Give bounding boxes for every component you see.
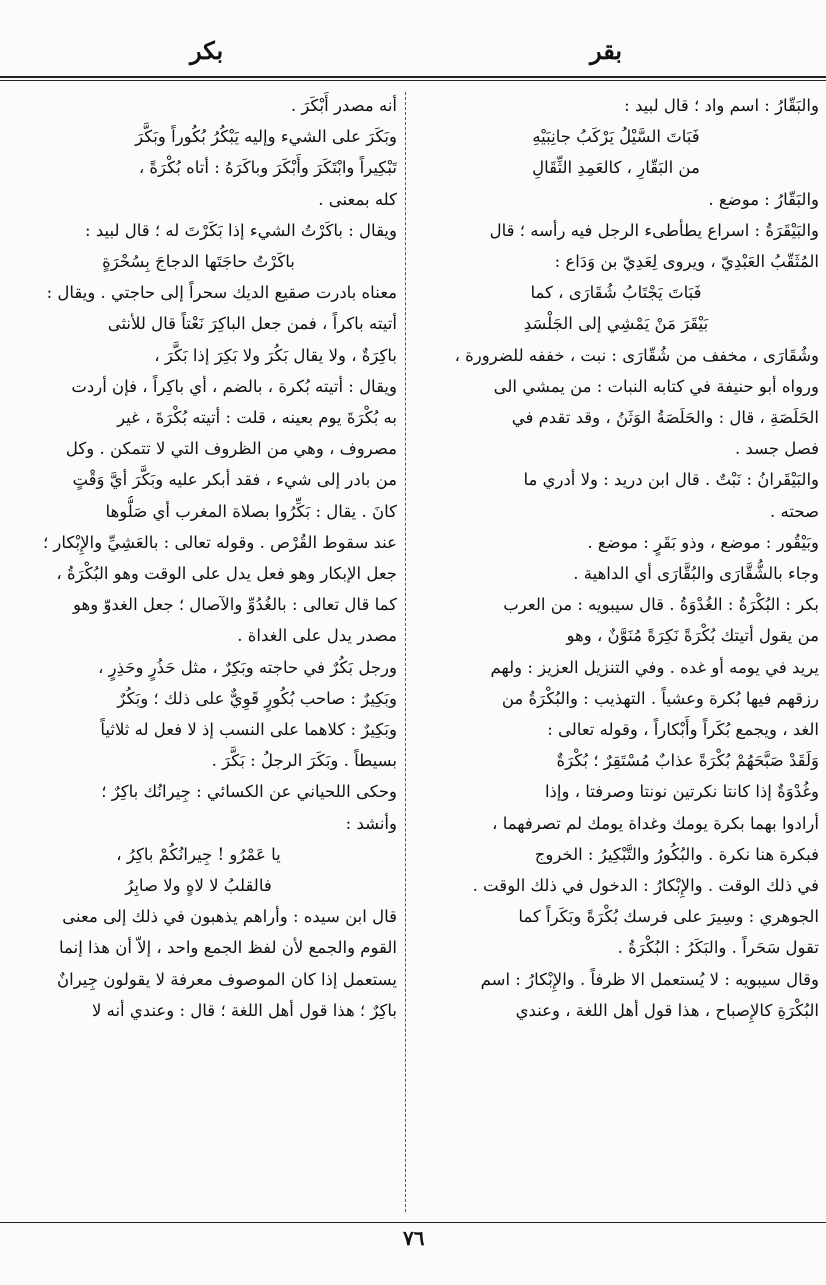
text-line: رزقهم فيها بُكرة وعشياً . التهذيب : والبُكْرَةُ من (501, 688, 819, 708)
text-line: باكِرَةٌ ، ولا يقال بَكُرَ ولا بَكِرَ إذا بَكَّرَ ، (154, 345, 397, 365)
text-line: كانَ . يقال : بَكِّرُوا بصلاة المغرب أي صَلُّوها (105, 501, 397, 521)
page-number: ٧٦ (403, 1226, 425, 1250)
header-rule-thin (0, 80, 826, 81)
text-line: البُكْرَةِ كالإِصباح ، هذا قول أهل اللغة ، وعندي (515, 1000, 819, 1020)
text-line: في ذلك الوقت . والإِبْكارُ : الدخول في ذلك الوقت . (472, 876, 819, 896)
text-line: قال ابن سيده : وأراهم يذهبون في ذلك إلى معنى (62, 907, 397, 927)
page-header-right-word: بقر (590, 36, 623, 65)
text-line: تَبْكِيراً وابْتَكَرَ وأَبْكَرَ وباكَرَهُ : أتاه بُكْرَةً ، (138, 158, 397, 178)
text-line: كله بمعنى . (318, 189, 397, 209)
text-line: والبَيْقَرانُ : نَبْتٌ . قال ابن دريد : ولا أدري ما (523, 470, 819, 490)
text-line: صحته . (770, 501, 819, 521)
verse-line: فَبَاتَ يَجْتَابُ شُقَارَى ، كما (530, 283, 702, 303)
text-line: وأنشد : (345, 813, 397, 833)
text-line: وحكى اللحياني عن الكسائي : جِيرانُك باكِرٌ ؛ (101, 782, 397, 802)
verse-line: فالقلبُ لا لاهٍ ولا صابِرُ (125, 876, 272, 896)
text-line: وشُقَارَى ، مخفف من شُقّارَى : نبت ، خففه للضرورة ، (454, 345, 819, 365)
text-line: من يقول أتيتك بُكْرَةً نَكِرَةً مُنَوَّنٌ ، وهو (566, 626, 819, 646)
page-header-left-word: بكر (190, 36, 224, 65)
verse-line: يا عَمْرُو ! جِيرانُكُمْ باكِرُ ، (116, 844, 281, 864)
header-rule (0, 76, 826, 78)
verse-line: فَبَاتَ السَّيْلُ يَرْكَبُ جانِبَيْهِ (532, 127, 700, 147)
text-line: فصل جسد . (734, 439, 819, 459)
text-line: وبَيْقُور : موضع ، وذو بَقَرٍ : موضع . (587, 532, 819, 552)
text-line: أتيته باكراً ، فمن جعل الباكِرَ نَعْتاً قال للأنثى (107, 314, 397, 334)
text-line: مصروف ، وهي من الظروف التي لا تتمكن . وكل (65, 439, 397, 459)
text-line: تقول سَحَراً . والبَكَرُ : البُكْرَةُ . (617, 938, 819, 958)
text-line: وغُدْوَةٌ إذا كانتا نكرتين نونتا وصرفتا ، وإذا (544, 782, 819, 802)
text-line: وجاء بالشُّقَّارَى والبُقَّارَى أي الداهية . (573, 564, 819, 584)
text-line: وبَكَرَ على الشيء وإليه يَبْكُرُ بُكُوراً وبَكَّرَ (135, 127, 397, 147)
text-line: الجوهري : وسِيرَ على فرسك بُكْرَةً وبَكَراً كما (518, 907, 819, 927)
footer-rule (0, 1222, 826, 1223)
verse-line: من البَقّارِ ، كالعَمِدِ الثِّقَالِ (532, 158, 700, 178)
text-line: الغد ، ويجمع بُكَراً وأَبْكاراً ، وقوله تعالى : (547, 720, 819, 740)
verse-line: بَيْقَرَ مَنْ يَمْشِي إلى الجَلْسَدِ (523, 314, 709, 334)
text-line: عند سقوط القُرْص . وقوله تعالى : بالعَشِيِّ والإِبْكار ؛ (42, 532, 397, 552)
text-line: والبَقّارُ : موضع . (708, 189, 819, 209)
column-divider (405, 92, 406, 1212)
text-line: جعل الإبكار وهو فعل يدل على الوقت وهو البُكْرَةُ ، (56, 564, 397, 584)
text-line: به بُكْرَةَ يوم بعينه ، قلت : أتيته بُكْرَةَ ، غير (117, 408, 397, 428)
text-line: وقال سيبويه : لا يُستعمل الا ظرفاً . والإِبْكارُ : اسم (480, 969, 819, 989)
text-line: ورجل بَكُرٌ في حاجته وبَكِرٌ ، مثل حَذُرٍ وحَذِرٍ ، (98, 657, 397, 677)
text-line: أنه مصدر أَبْكَرَ . (290, 96, 397, 115)
text-line: من بادر إلى شيء ، فقد أبكر عليه وبَكَّرَ أيَّ وَقْتٍ (72, 470, 397, 490)
text-line: والبَقّارُ : اسم واد ؛ قال لبيد : (624, 96, 819, 115)
text-line: وَلَقَدْ صَبَّحَهُمْ بُكْرَةً عذابٌ مُسْتَقِرٌ ؛ بُكْرَةٌ (556, 751, 819, 771)
text-line: مصدر يدل على الغداة . (237, 626, 397, 646)
text-line: بسيطاً . وبَكَرَ الرجلُ : بَكَّرَ . (211, 751, 397, 771)
text-line: ويقال : أتيته بُكرة ، بالضم ، أي باكِراً ، فإن أردت (71, 376, 397, 396)
entry-heading-line: بكر : البُكْرَةُ : الغُدْوَةُ . قال سيبويه : من العرب (503, 595, 819, 615)
text-line: القوم والجمع لأن لفظ الجمع واحد ، إلاّ أن هذا إنما (59, 938, 397, 958)
text-line: الحَلَصَةِ ، قال : والحَلَصَةُ الوَثَنُ ، وقد تقدم في (511, 408, 819, 428)
verse-line: باكَرْتُ حاجَتَها الدجاجَ بِسُحْرَةٍ (102, 252, 295, 272)
text-line: أرادوا بهما بكرة يومك وغداة يومك لم تصرفهما ، (492, 813, 819, 833)
text-line: فبكرة هنا نكرة . والبُكُورُ والتَّبْكِيرُ : الخروج (534, 844, 819, 864)
text-line: ويقال : باكَرْتُ الشيء إذا بَكَرْتَ له ؛ قال لبيد : (85, 220, 397, 240)
text-line: معناه بادرت صقيع الديك سحراً إلى حاجتي . ويقال : (46, 283, 397, 303)
text-line: يريد في يومه أو غده . وفي التنزيل العزيز : ولهم (490, 657, 819, 677)
text-line: كما قال تعالى : بالغُدُوِّ والآصال ؛ جعل الغدوّ وهو (73, 595, 397, 615)
text-line: والبَيْقَرَةُ : اسراع يطأطىء الرجل فيه رأسه ؛ قال (489, 220, 819, 240)
right-column (413, 90, 819, 1215)
text-line: باكِرٌ ؛ هذا قول أهل اللغة ؛ قال : وعندي أنه لا (91, 1000, 397, 1020)
text-line: يستعمل إذا كان الموصوف معرفة لا يقولون جِيرانٌ (57, 969, 397, 989)
text-line: ورواه أبو حنيفة في كتابه النبات : من يمشي الى (493, 376, 819, 396)
text-line: وبَكِيرٌ : صاحب بُكُورٍ قَوِيٌّ على ذلك ؛ وبَكُرٌ (117, 688, 397, 708)
text-line: وبَكِيرٌ : كلاهما على النسب إذ لا فعل له ثلاثياً (100, 720, 397, 740)
left-column (0, 90, 397, 1215)
text-line: المُثَقّبُ العَبْدِيّ ، ويروى لِعَدِيّ بن وَدَاع : (554, 252, 819, 272)
